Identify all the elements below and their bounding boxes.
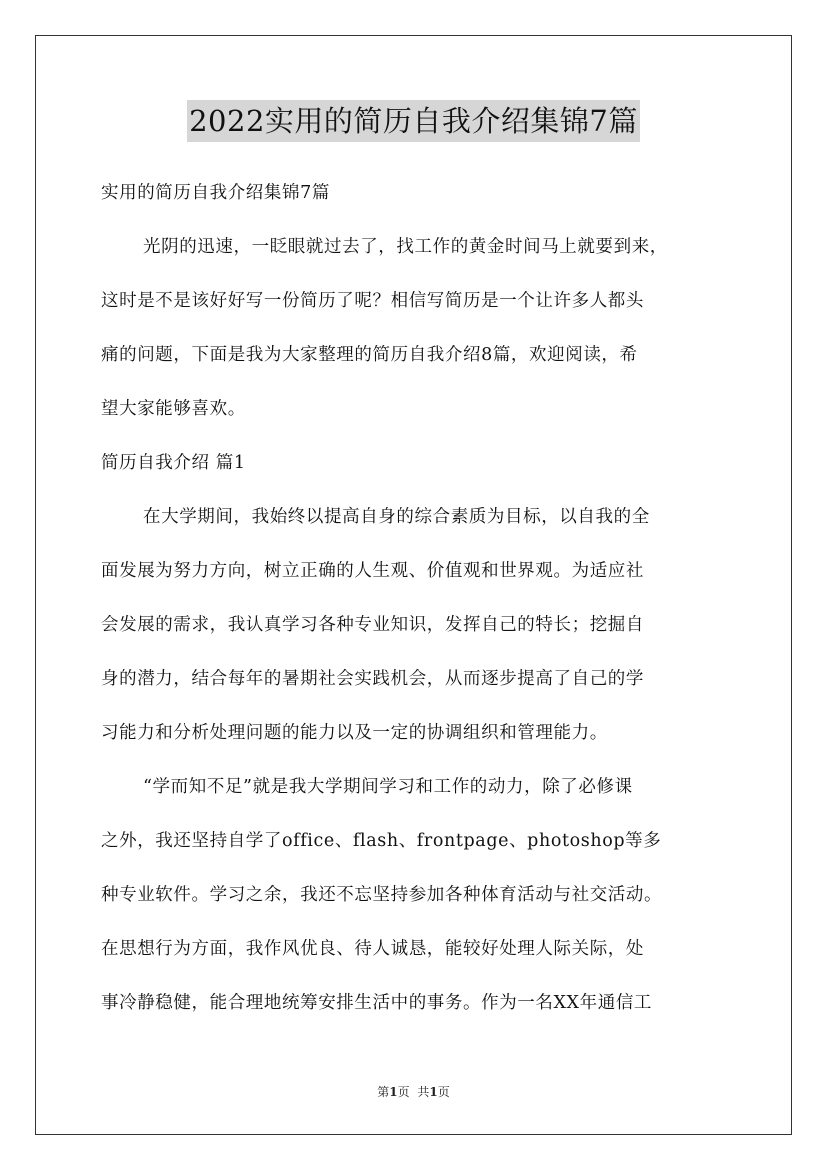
paragraph-line: 种专业软件。学习之余，我还不忘坚持参加各种体育活动与社交活动。 [101, 885, 663, 905]
document-body [101, 170, 741, 1034]
paragraph-line: 会发展的需求，我认真学习各种专业知识，发挥自己的特长；挖掘自 [101, 615, 644, 635]
paragraph-line: 之外，我还坚持自学了office、flash、frontpage、photoshop等多 [101, 831, 662, 851]
paragraph-line: 痛的问题，下面是我为大家整理的简历自我介绍8篇，欢迎阅读，希 [101, 345, 638, 365]
subtitle-line: 实用的简历自我介绍集锦7篇 [101, 183, 330, 203]
paragraph-line: 这时是不是该好好写一份简历了呢？相信写简历是一个让许多人都头 [101, 291, 644, 311]
section-heading: 简历自我介绍 篇1 [101, 453, 246, 473]
paragraph-line: 事冷静稳健，能合理地统筹安排生活中的事务。作为一名XX年通信工 [101, 993, 653, 1013]
page-footer [0, 1083, 827, 1100]
paragraph-line: “学而知不足”就是我大学期间学习和工作的动力，除了必修课 [143, 777, 633, 797]
page-prefix: 第 [377, 1085, 390, 1099]
total-suffix: 页 [437, 1085, 450, 1099]
paragraph-line: 面发展为努力方向，树立正确的人生观、价值观和世界观。为适应社 [101, 561, 644, 581]
paragraph-line: 望大家能够喜欢。 [101, 399, 246, 419]
paragraph-line: 习能力和分析处理问题的能力以及一定的协调组织和管理能力。 [101, 723, 608, 743]
document-title: 2022实用的简历自我介绍集锦7篇 [187, 100, 640, 142]
paragraph-line: 光阴的迅速，一眨眼就过去了，找工作的黄金时间马上就要到来， [143, 237, 668, 257]
title-container [0, 100, 827, 142]
total-pages: 1 [429, 1085, 438, 1099]
page-suffix: 页 [397, 1085, 410, 1099]
paragraph-line: 在大学期间，我始终以提高自身的综合素质为目标，以自我的全 [143, 507, 650, 527]
paragraph-line: 身的潜力，结合每年的暑期社会实践机会，从而逐步提高了自己的学 [101, 669, 644, 689]
page-number: 1 [389, 1085, 398, 1099]
total-prefix: 共 [417, 1085, 430, 1099]
paragraph-line: 在思想行为方面，我作风优良、待人诚恳，能较好处理人际关际，处 [101, 939, 644, 959]
